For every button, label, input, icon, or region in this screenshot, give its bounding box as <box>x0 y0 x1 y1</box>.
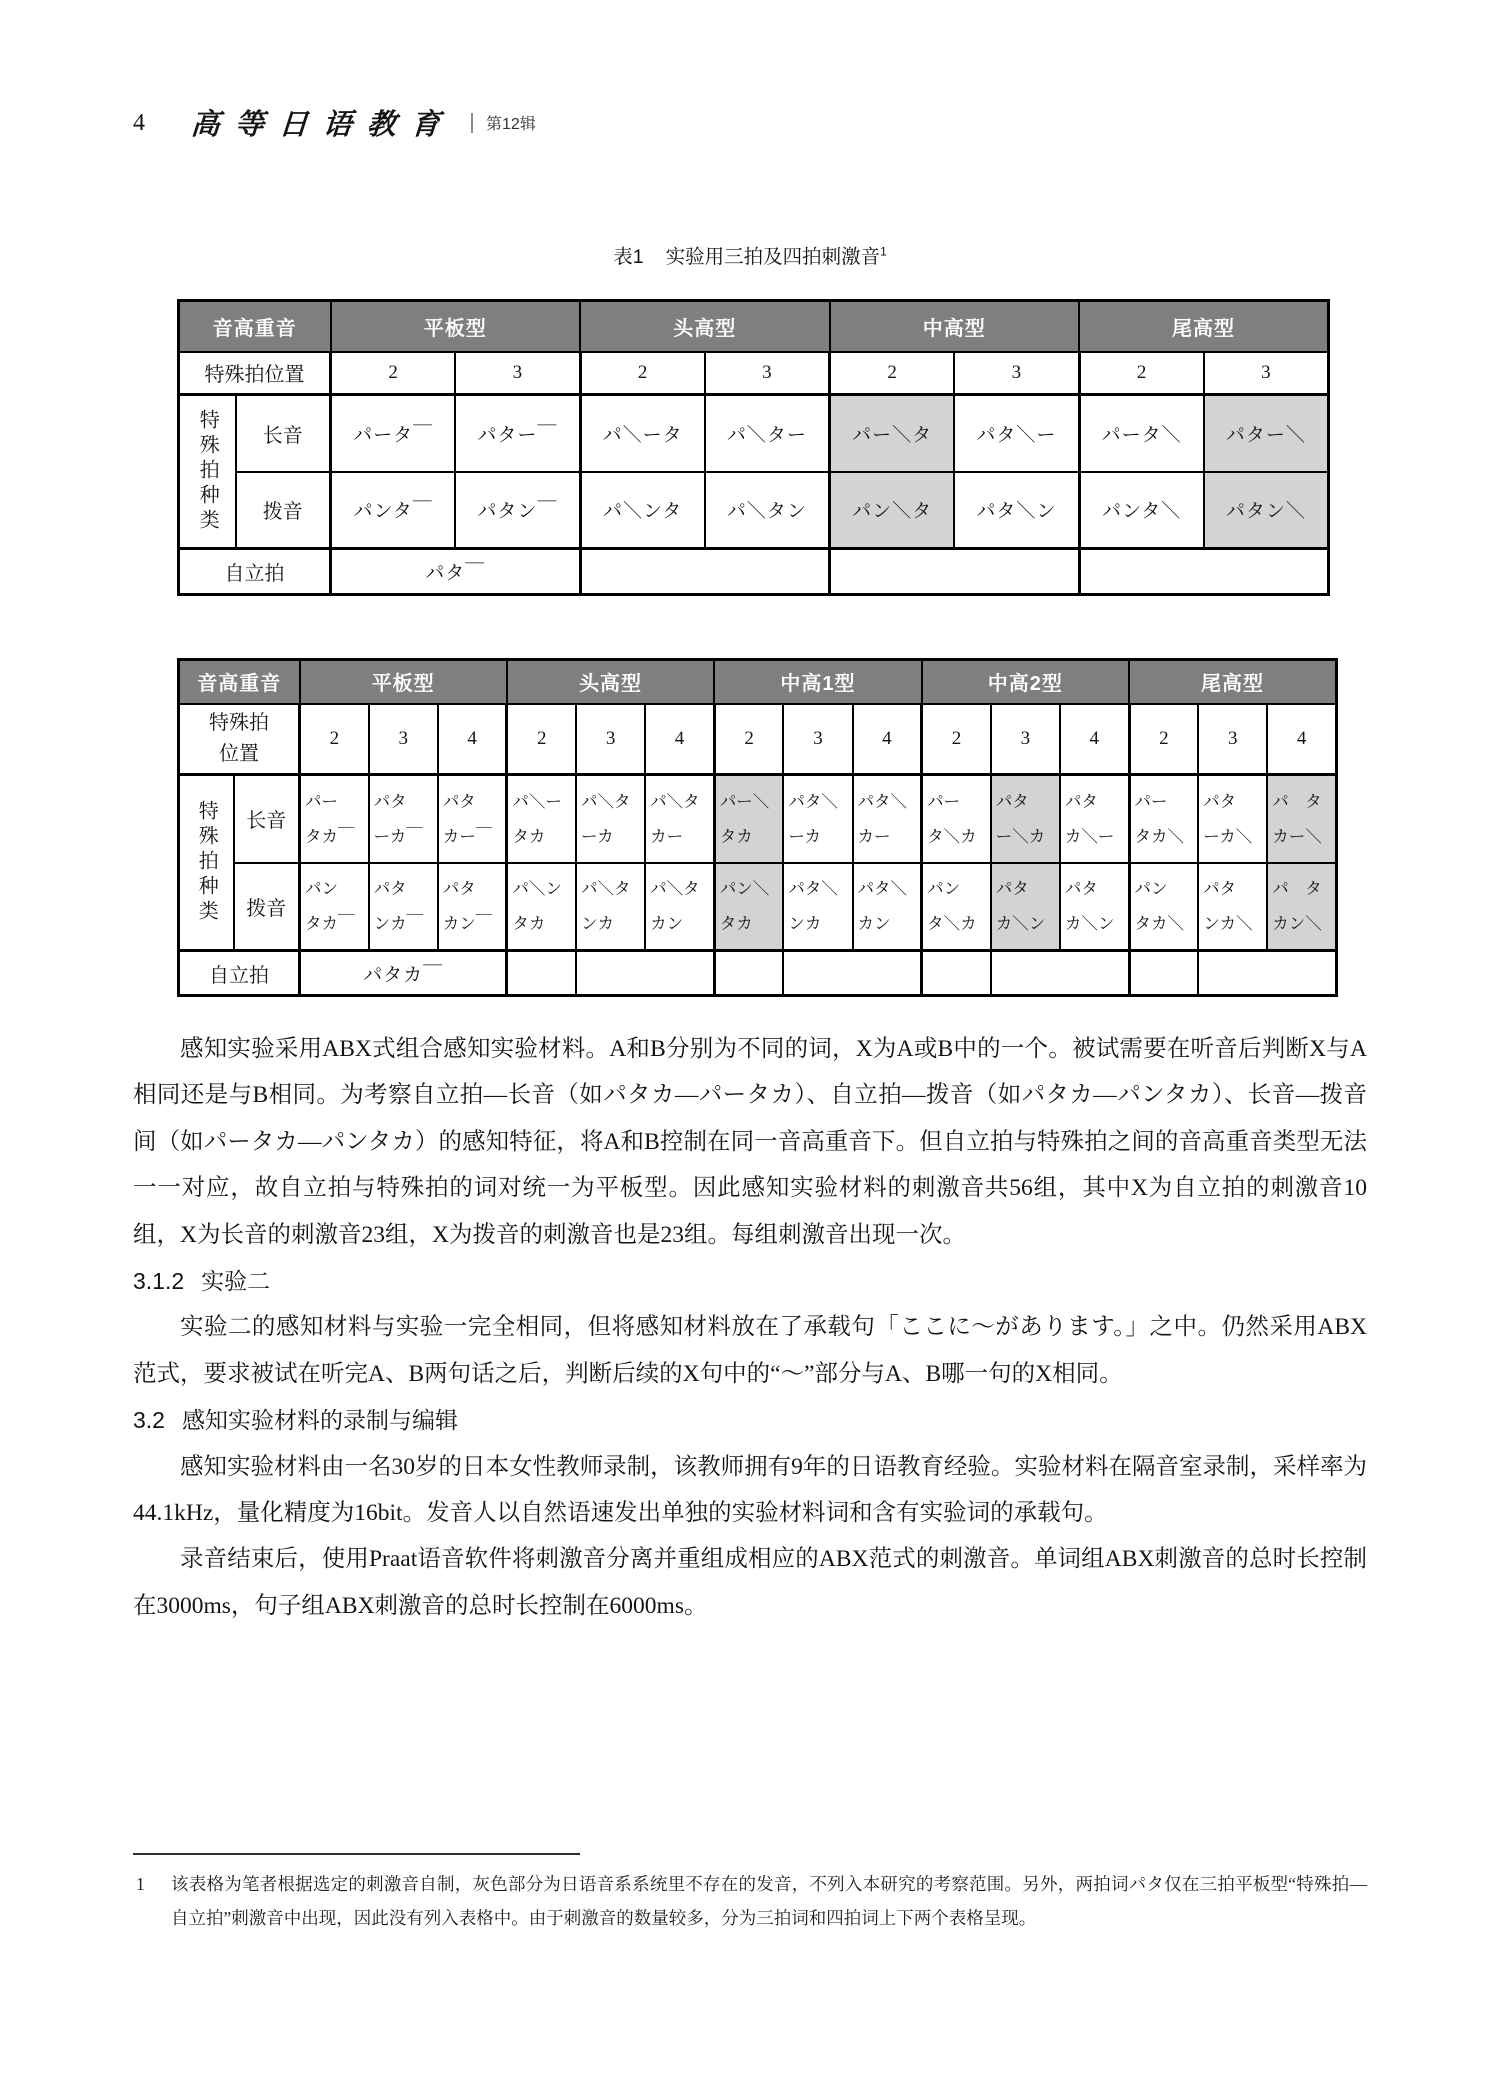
accent-type-header-row <box>179 660 1337 704</box>
pitch-accent-corner-header: 音高重音 <box>179 301 331 352</box>
position-cell: 4 <box>1267 704 1336 775</box>
empty-cell <box>783 951 921 996</box>
footnote-text <box>133 1868 1367 1935</box>
long-vowel-row <box>179 775 1337 863</box>
accent-type-header-heiban: 平板型 <box>300 660 507 704</box>
independent-mora-stimulus: パタ￣ <box>331 549 581 595</box>
stimulus-cell: パンタ￣ <box>331 472 456 549</box>
position-cell: 2 <box>331 352 456 395</box>
stimulus-cell: パタン￣ <box>455 472 580 549</box>
header-divider <box>471 113 473 133</box>
stimulus-cell: パ＼ータ <box>580 395 705 472</box>
journal-title: 高等日语教育 <box>189 107 457 141</box>
row-label-moraic-nasal: 拨音 <box>236 472 331 549</box>
paragraph-experiment2: 实验二的感知材料与实验一完全相同，但将感知材料放在了承载句「ここに～があります。」之中。仍然采用ABX范式，要求被试在听完A、B两句话之后，判断后续的X句中的“～”部分与A、B哪一句的X相同。 <box>133 1314 1367 1387</box>
stimulus-cell: パ＼ター <box>705 395 830 472</box>
table-four-mora-stimuli <box>177 658 1338 997</box>
moraic-nasal-row <box>179 863 1337 951</box>
table-caption <box>0 241 1500 269</box>
stimulus-cell: パタ＼ー <box>954 395 1079 472</box>
position-cell: 4 <box>853 704 922 775</box>
accent-type-header-heiban: 平板型 <box>331 301 581 352</box>
position-cell: 3 <box>1198 704 1267 775</box>
section-title: 实验二 <box>201 1268 271 1295</box>
position-cell: 3 <box>705 352 830 395</box>
footnote-block <box>133 1853 1367 1935</box>
stimulus-cell: パタ カ＼ン <box>1060 863 1129 951</box>
accent-type-header-nakadaka2: 中高2型 <box>922 660 1129 704</box>
row-label-long-vowel: 长音 <box>236 395 331 472</box>
empty-cell <box>830 549 1080 595</box>
independent-mora-stimulus: パタカ￣ <box>300 951 507 996</box>
empty-cell <box>1079 549 1329 595</box>
empty-cell <box>922 951 991 996</box>
stimulus-cell-nonexistent: パタ ー＼カ <box>991 775 1060 863</box>
accent-type-header-row <box>179 301 1329 352</box>
stimulus-cell: パタ ーカ＼ <box>1198 775 1267 863</box>
section-number: 3.1.2 <box>133 1268 185 1295</box>
stimulus-cell: パ＼ン タカ <box>507 863 576 951</box>
row-label-independent-mora: 自立拍 <box>179 549 331 595</box>
stimulus-cell: パタ＼ ンカ <box>783 863 852 951</box>
table-three-mora-stimuli <box>177 299 1330 596</box>
stimulus-cell: パータ￣ <box>331 395 456 472</box>
running-head <box>133 102 536 143</box>
row-label-long-vowel: 长音 <box>234 775 300 863</box>
position-cell: 3 <box>1204 352 1329 395</box>
empty-cell <box>1198 951 1336 996</box>
stimulus-cell-nonexistent: パ タ カン＼ <box>1267 863 1336 951</box>
stimulus-cell: パ＼タ ーカ <box>576 775 645 863</box>
accent-type-header-nakadaka1: 中高1型 <box>714 660 921 704</box>
stimulus-cell: パタ カン￣ <box>438 863 507 951</box>
position-row-label: 特殊拍位置 <box>179 352 331 395</box>
accent-type-header-atamadaka: 头高型 <box>580 301 830 352</box>
issue-label: 第12辑 <box>486 116 536 133</box>
position-cell: 2 <box>300 704 369 775</box>
empty-cell <box>1129 951 1198 996</box>
accent-type-header-atamadaka: 头高型 <box>507 660 714 704</box>
stimulus-cell: パタ カー￣ <box>438 775 507 863</box>
empty-cell <box>576 951 714 996</box>
paragraph-abx-materials: 感知实验采用ABX式组合感知实验材料。A和B分别为不同的词，X为A或B中的一个。被试需要在听音后判断X与A相同还是与B相同。为考察自立拍—长音（如パタカ—パータカ）、自立拍—拨音（如パタカ—パンタカ）、长音—拨音间（如パータカ—パンタカ）的感知特征，将A和B控制在同一音高重音下。但自立拍与特殊拍之间的音高重音类型无法一一对应，故自立拍与特殊拍的词对统一为平板型。因此感知实验材料的刺激音共56组，其中X为自立拍的刺激音10组，X为长音的刺激音23组，X为拨音的刺激音也是23组。每组刺激音出现一次。 <box>133 1036 1367 1248</box>
table-caption-title: 实验用三拍及四拍刺激音 <box>665 246 881 268</box>
position-cell: 3 <box>991 704 1060 775</box>
position-cell: 2 <box>1129 704 1198 775</box>
stimulus-cell: パー タカ￣ <box>300 775 369 863</box>
empty-cell <box>991 951 1129 996</box>
paragraph-praat-editing: 录音结束后，使用Praat语音软件将刺激音分离并重组成相应的ABX范式的刺激音。单词组ABX刺激音的总时长控制在3000ms，句子组ABX刺激音的总时长控制在6000ms。 <box>133 1546 1367 1619</box>
row-label-independent-mora: 自立拍 <box>179 951 300 996</box>
special-mora-position-row <box>179 704 1337 775</box>
position-cell: 2 <box>1079 352 1204 395</box>
position-cell: 4 <box>1060 704 1129 775</box>
stimulus-cell: パタ カ＼ー <box>1060 775 1129 863</box>
stimulus-cell: パター￣ <box>455 395 580 472</box>
stimulus-cell: パタ ンカ￣ <box>369 863 438 951</box>
stimulus-cell-nonexistent: パタン＼ <box>1204 472 1329 549</box>
position-cell: 4 <box>645 704 714 775</box>
position-cell: 3 <box>783 704 852 775</box>
section-heading-3-2 <box>133 1397 1367 1443</box>
stimulus-cell: パタ＼ン <box>954 472 1079 549</box>
stimulus-cell: パ＼タ カン <box>645 863 714 951</box>
stimulus-cell: パタ ンカ＼ <box>1198 863 1267 951</box>
position-row-label: 特殊拍 位置 <box>179 704 300 775</box>
empty-cell <box>507 951 576 996</box>
row-label-moraic-nasal: 拨音 <box>234 863 300 951</box>
accent-type-header-odaka: 尾高型 <box>1129 660 1337 704</box>
special-mora-position-row <box>179 352 1329 395</box>
position-cell: 3 <box>576 704 645 775</box>
position-cell: 2 <box>714 704 783 775</box>
position-cell: 3 <box>954 352 1079 395</box>
stimulus-cell-nonexistent: パン＼タ <box>830 472 955 549</box>
empty-cell <box>714 951 783 996</box>
stimulus-cell-nonexistent: パ タ カー＼ <box>1267 775 1336 863</box>
stimulus-cell-nonexistent: パー＼タ <box>830 395 955 472</box>
stimulus-cell: パン タカ＼ <box>1129 863 1198 951</box>
section-number: 3.2 <box>133 1407 165 1434</box>
stimulus-cell: パン タカ￣ <box>300 863 369 951</box>
independent-mora-row <box>179 549 1329 595</box>
footnote-rule <box>133 1853 580 1855</box>
footnote-reference: 1 <box>880 244 887 259</box>
body-text <box>133 1026 1367 1629</box>
stimulus-cell: パタ＼ カー <box>853 775 922 863</box>
stimulus-cell: パー タカ＼ <box>1129 775 1198 863</box>
position-cell: 2 <box>580 352 705 395</box>
position-cell: 2 <box>830 352 955 395</box>
stimulus-cell: パタ＼ ーカ <box>783 775 852 863</box>
moraic-nasal-row <box>179 472 1329 549</box>
long-vowel-row <box>179 395 1329 472</box>
position-cell: 2 <box>507 704 576 775</box>
stimulus-cell-nonexistent: パン＼ タカ <box>714 863 783 951</box>
special-mora-type-label: 特殊拍种类 <box>179 395 236 549</box>
empty-cell <box>580 549 830 595</box>
stimulus-cell: パータ＼ <box>1079 395 1204 472</box>
pitch-accent-corner-header: 音高重音 <box>179 660 300 704</box>
stimulus-cell: パタ ーカ￣ <box>369 775 438 863</box>
accent-type-header-odaka: 尾高型 <box>1079 301 1329 352</box>
special-mora-type-label: 特殊拍种类 <box>179 775 234 951</box>
footnote-body: 该表格为笔者根据选定的刺激音自制，灰色部分为日语音系系统里不存在的发音，不列入本研究的考察范围。另外，两拍词パタ仅在三拍平板型“特殊拍—自立拍”刺激音中出现，因此没有列入表格中。由于刺激音的数量较多，分为三拍词和四拍词上下两个表格呈现。 <box>171 1874 1367 1928</box>
footnote-marker: 1 <box>136 1874 145 1894</box>
section-heading-3-1-2 <box>133 1258 1367 1304</box>
page-number: 4 <box>133 109 145 136</box>
stimulus-cell: パ＼タン <box>705 472 830 549</box>
stimulus-cell: パン タ＼カ <box>922 863 991 951</box>
position-cell: 3 <box>369 704 438 775</box>
stimulus-cell: パー タ＼カ <box>922 775 991 863</box>
stimulus-cell: パ＼ンタ <box>580 472 705 549</box>
section-title: 感知实验材料的录制与编辑 <box>181 1407 458 1434</box>
independent-mora-row <box>179 951 1337 996</box>
position-cell: 4 <box>438 704 507 775</box>
stimulus-cell-nonexistent: パー＼ タカ <box>714 775 783 863</box>
stimulus-cell: パンタ＼ <box>1079 472 1204 549</box>
stimulus-cell-nonexistent: パター＼ <box>1204 395 1329 472</box>
position-cell: 3 <box>455 352 580 395</box>
stimulus-cell: パ＼ー タカ <box>507 775 576 863</box>
stimulus-cell: パタ＼ カン <box>853 863 922 951</box>
stimulus-cell: パ＼タ カー <box>645 775 714 863</box>
position-cell: 2 <box>922 704 991 775</box>
stimulus-cell: パ＼タ ンカ <box>576 863 645 951</box>
paragraph-recording: 感知实验材料由一名30岁的日本女性教师录制，该教师拥有9年的日语教育经验。实验材料在隔音室录制，采样率为44.1kHz，量化精度为16bit。发音人以自然语速发出单独的实验材料词和含有实验词的承载句。 <box>133 1453 1367 1527</box>
accent-type-header-nakadaka: 中高型 <box>830 301 1080 352</box>
stimulus-cell-nonexistent: パタ カ＼ン <box>991 863 1060 951</box>
table-caption-label: 表1 <box>613 246 644 268</box>
